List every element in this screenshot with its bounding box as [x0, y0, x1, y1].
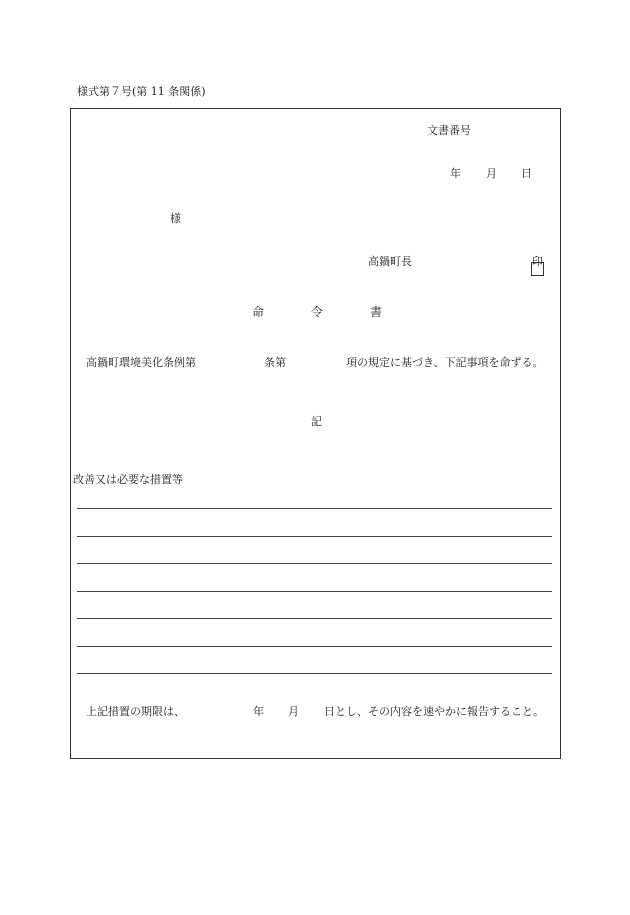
form-frame	[70, 108, 561, 759]
measures-line-2	[77, 536, 552, 537]
document-title-char-1: 命	[252, 305, 265, 319]
measures-line-5	[77, 618, 552, 619]
seal-mark: 印	[532, 255, 543, 268]
deadline-month-label: 月	[288, 705, 299, 718]
body-text-part-2: 条第	[264, 356, 286, 369]
measures-line-1	[77, 508, 552, 509]
deadline-year-label: 年	[253, 705, 264, 718]
body-text-part-1: 高鍋町環境美化条例第	[86, 356, 196, 369]
form-label: 様式第７号(第 11 条関係)	[77, 85, 206, 98]
deadline-text-part-1: 上記措置の期限は、	[86, 705, 185, 718]
date-day-label: 日	[521, 167, 532, 180]
measures-label: 改善又は必要な措置等	[73, 473, 183, 486]
measures-line-7	[77, 673, 552, 674]
date-year-label: 年	[450, 167, 461, 180]
measures-line-6	[77, 646, 552, 647]
document-title-char-2: 令	[311, 305, 324, 319]
addressee-suffix: 様	[170, 212, 181, 225]
body-text-part-3: 項の規定に基づき、下記事項を命ずる。	[346, 356, 544, 369]
ki-heading: 記	[311, 415, 322, 428]
deadline-text-part-2: 日とし、その内容を速やかに報告すること。	[324, 705, 544, 718]
date-month-label: 月	[486, 167, 497, 180]
issuer-name: 高鍋町長	[368, 255, 412, 268]
measures-line-4	[77, 591, 552, 592]
measures-line-3	[77, 563, 552, 564]
document-title-char-3: 書	[370, 305, 383, 319]
document-number-label: 文書番号	[427, 124, 471, 137]
